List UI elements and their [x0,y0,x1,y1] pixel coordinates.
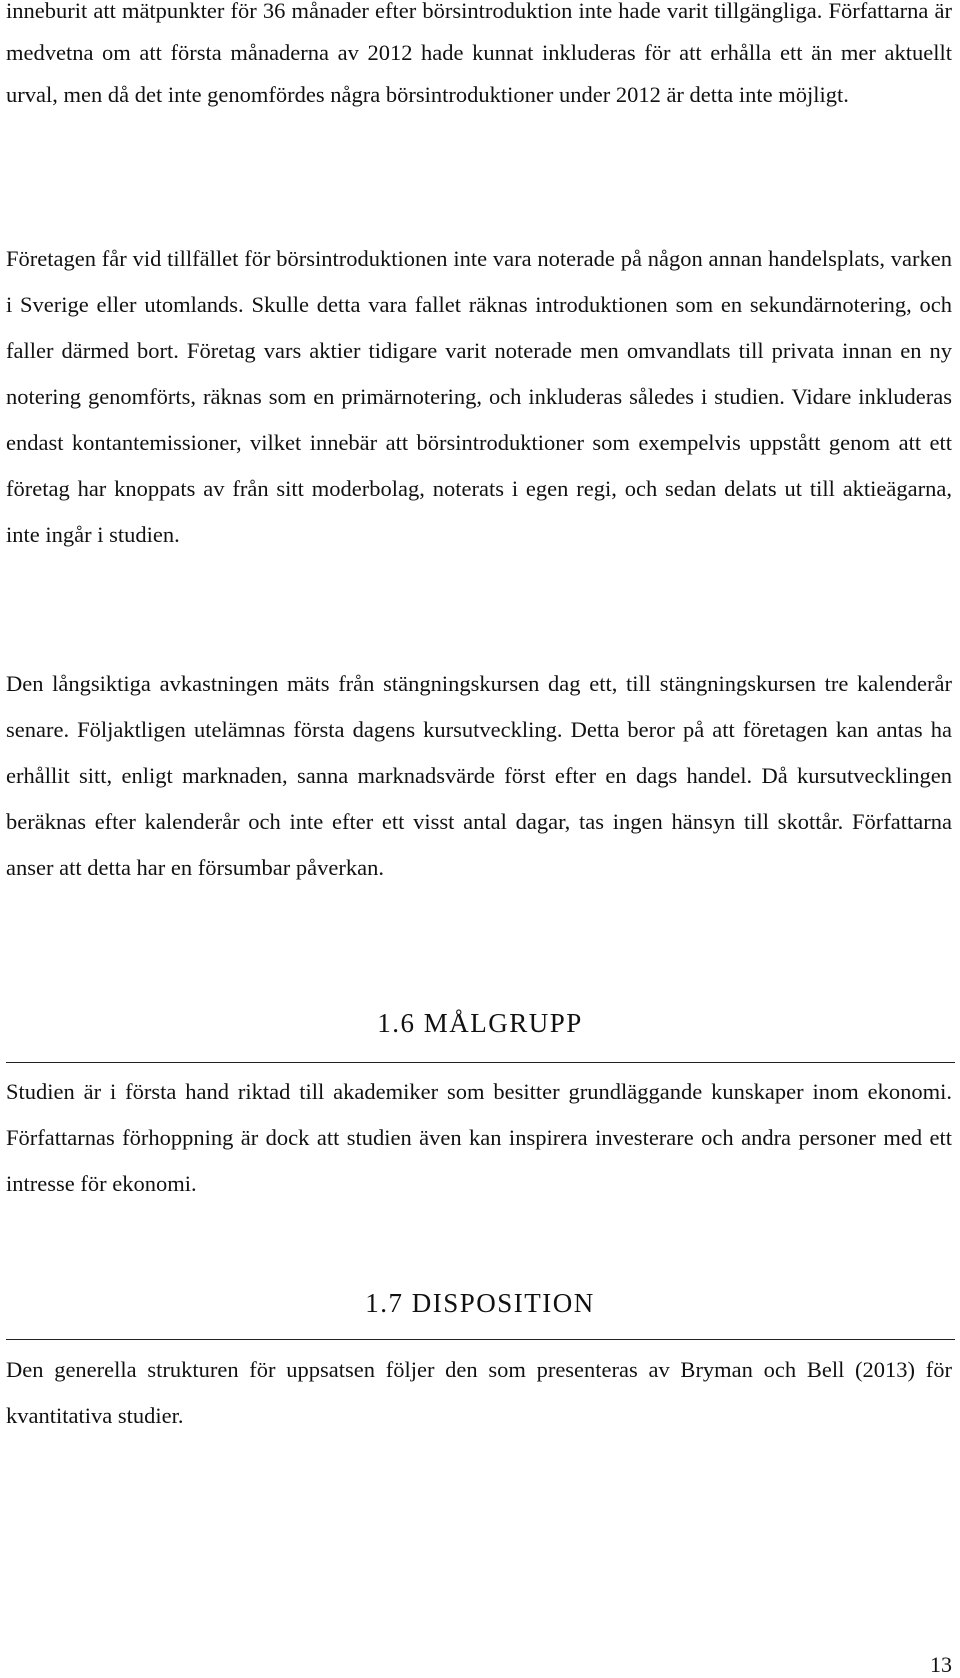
heading-rule [6,1062,955,1063]
paragraph-listing-criteria: Företagen får vid tillfället för börsintroduktionen inte vara noterade på någon annan handelsplats, varken i Sverige eller utomlands. Skulle detta vara fallet räknas introduktionen som en sekundärnotering, och faller därmed bort. Företag vars aktier tidigare varit noterade men omvandlats till privata innan en ny notering genomförts, räknas som en primärnotering, och inkluderas således i studien. Vidare inkluderas endast kontantemissioner, vilket innebär att börsintroduktioner som exempelvis uppstått genom att ett företag har knoppats av från sitt moderbolag, noterats i egen regi, och sedan delats ut till aktieägarna, inte ingår i studien. [6,246,952,547]
paragraph-disposition: Den generella strukturen för uppsatsen följer den som presenteras av Bryman och Bell (2013) för kvantitativa studier. [6,1357,952,1428]
paragraph-sample-selection: inneburit att mätpunkter för 36 månader efter börsintroduktion inte hade varit tillgängliga. Författarna är medvetna om att första månaderna av 2012 hade kunnat inkluderas för att erhålla ett än mer aktuellt urval, men då det inte genomfördes några börsintroduktioner under 2012 är detta inte möjligt. [6,0,952,107]
paragraph-long-term-return: Den långsiktiga avkastningen mäts från stängningskursen dag ett, till stängningskursen tre kalenderår senare. Följaktligen utelämnas första dagens kursutveckling. Detta beror på att företagen kan antas ha erhållit sitt, enligt marknaden, sanna marknadsvärde först efter en dags handel. Då kursutvecklingen beräknas efter kalenderår och inte efter ett visst antal dagar, tas ingen hänsyn till skottår. Författarna anser att detta har en försumbar påverkan. [6,671,952,880]
section-heading-malgrupp: 1.6 MÅLGRUPP [377,1008,583,1038]
page-number: 13 [930,1652,952,1677]
paragraph-target-group: Studien är i första hand riktad till akademiker som besitter grundläggande kunskaper inom ekonomi. Författarnas förhoppning är dock att studien även kan inspirera investerare och andra personer med ett intresse för ekonomi. [6,1079,952,1196]
section-heading-disposition: 1.7 DISPOSITION [365,1288,595,1318]
heading-rule [6,1339,955,1340]
